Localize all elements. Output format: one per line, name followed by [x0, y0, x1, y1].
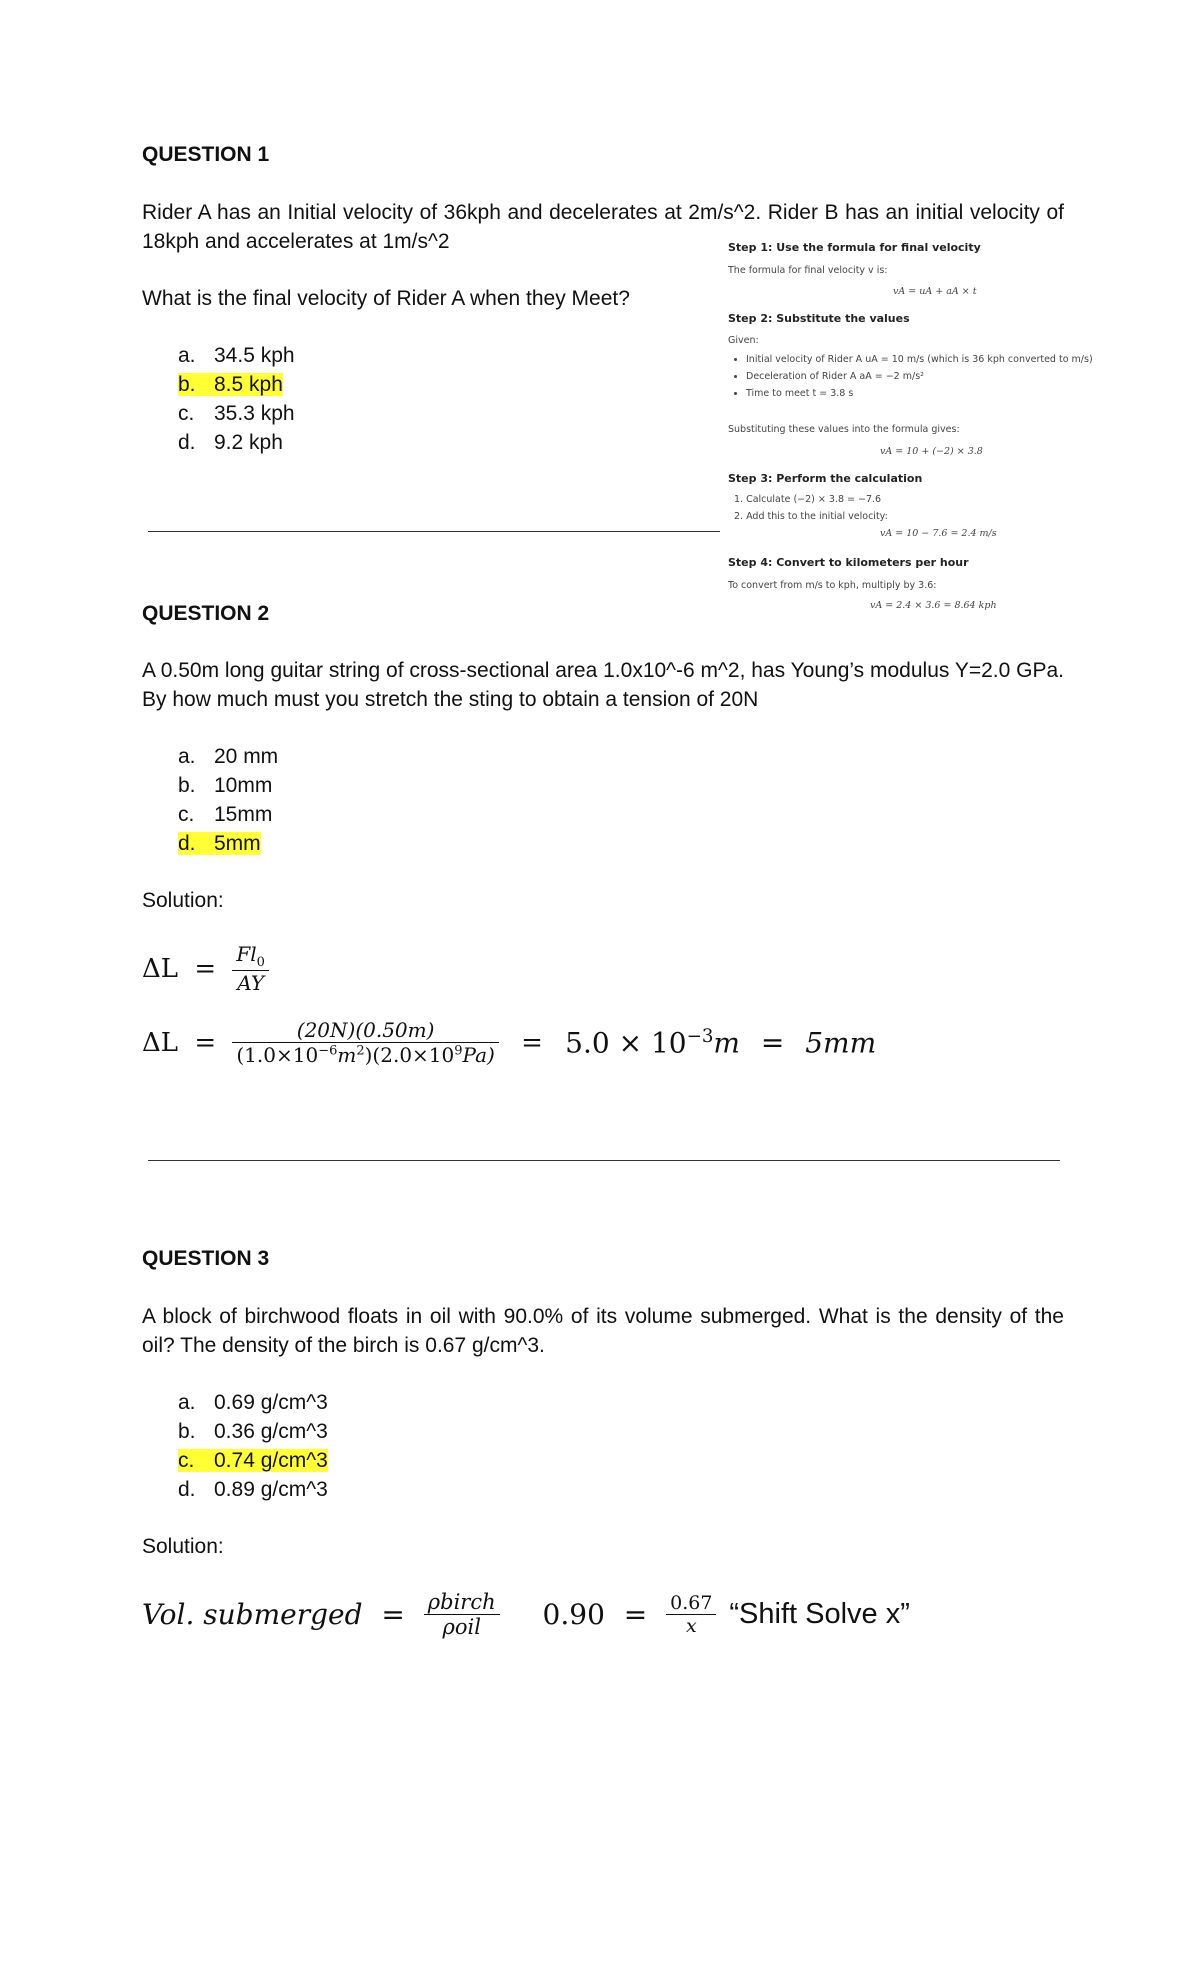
option-a: a. 0.69 g/cm^3 — [178, 1391, 328, 1414]
eq-fraction: $\frac{Fl_0}{AY}$ — [232, 942, 269, 995]
step2-equation: vA = 10 + (−2) × 3.8 — [880, 446, 983, 457]
shift-solve-note: “Shift Solve x” — [729, 1598, 910, 1630]
question-1-heading: QUESTION 1 — [142, 143, 270, 166]
divider-line — [148, 1160, 1060, 1161]
step2-title: Step 2: Substitute the values — [728, 312, 910, 325]
option-b: b. 10mm — [178, 774, 273, 797]
step3-equation: vA = 10 − 7.6 = 2.4 m/s — [880, 528, 997, 539]
question-2-options — [178, 742, 278, 858]
given-item: • Time to meet t = 3.8 s — [746, 388, 1096, 399]
calc-step-2: 2. Add this to the initial velocity: — [734, 511, 888, 522]
given-label: Given: — [728, 335, 759, 346]
given-list — [728, 354, 1096, 405]
eq-lhs: ΔL — [142, 953, 179, 984]
solution-image-panel — [728, 238, 1093, 618]
step4-equation: vA = 2.4 × 3.6 = 8.64 kph — [870, 600, 997, 611]
step4-title: Step 4: Convert to kilometers per hour — [728, 556, 969, 569]
step1-text: The formula for final velocity v is: — [728, 265, 888, 276]
given-item: • Initial velocity of Rider A uA = 10 m/s (which is 36 kph converted to m/s) — [746, 354, 1096, 365]
option-b-answer: b. 8.5 kph — [178, 373, 283, 396]
eq-fraction: $\frac{(20N)(0.50m)}{(1.0\times 10^{-6}m^2)(2.0\times 10^9Pa)}$ — [232, 1018, 498, 1067]
step4-text: To convert from m/s to kph, multiply by 3.6: — [728, 580, 937, 591]
equation-delta-l-substituted: ΔL = $\frac{(20N)(0.50m)}{(1.0\times 10^{-6}m^2)(2.0\times 10^9Pa)}$ = $5.0 \times 10^{-3}m = 5mm$ — [142, 1018, 877, 1067]
divider-line — [148, 531, 720, 532]
question-1-text: Rider A has an Initial velocity of 36kph and decelerates at 2m/s^2. Rider B has an initial velocity of 18kph and accelerates at 1m/s^2 — [142, 201, 1064, 253]
question-3-solution-label: Solution: — [142, 1535, 224, 1558]
question-3-options — [178, 1388, 328, 1504]
eq-value: 0.90 — [542, 1598, 605, 1631]
step3-title: Step 3: Perform the calculation — [728, 472, 923, 485]
option-c: c. 35.3 kph — [178, 402, 295, 425]
question-1-options — [178, 341, 295, 457]
eq-fraction: $\frac{\text{ρbirch}}{\text{ρoil}}$ — [424, 1590, 500, 1639]
eq-fraction: $\frac{0.67}{x}$ — [666, 1592, 716, 1637]
option-d: d. 0.89 g/cm^3 — [178, 1478, 328, 1501]
substituting-text: Substituting these values into the formula gives: — [728, 424, 960, 435]
question-1-prompt: What is the final velocity of Rider A when they Meet? — [142, 287, 630, 310]
equation-buoyancy: Vol. submerged = $\frac{\text{ρbirch}}{\text{ρoil}}$ 0.90 = $\frac{0.67}{x}$ “Shift Solve x” — [142, 1590, 910, 1639]
option-c-answer: c. 0.74 g/cm^3 — [178, 1449, 328, 1472]
calc-step-1: 1. Calculate (−2) × 3.8 = −7.6 — [734, 494, 882, 505]
given-item: • Deceleration of Rider A aA = −2 m/s² — [746, 371, 1096, 382]
option-b: b. 0.36 g/cm^3 — [178, 1420, 328, 1443]
option-a: a. 20 mm — [178, 745, 279, 768]
question-2-text: A 0.50m long guitar string of cross-sectional area 1.0x10^-6 m^2, has Young’s modulus Y=2.0 GPa. By how much must you stretch the sting to obtain a tension of 20N — [142, 659, 1064, 711]
equation-delta-l-formula: ΔL = $\frac{Fl_0}{AY}$ — [142, 942, 269, 995]
question-2-heading: QUESTION 2 — [142, 602, 270, 625]
step1-equation: vA = uA + aA × t — [893, 286, 977, 297]
option-c: c. 15mm — [178, 803, 273, 826]
option-a: a. 34.5 kph — [178, 344, 295, 367]
step1-title: Step 1: Use the formula for final velocity — [728, 241, 981, 254]
question-3-heading: QUESTION 3 — [142, 1247, 270, 1270]
eq-lhs: ΔL — [142, 1027, 179, 1058]
option-d: d. 9.2 kph — [178, 431, 283, 454]
eq-lhs: Vol. submerged — [142, 1598, 363, 1631]
question-3-text: A block of birchwood floats in oil with 90.0% of its volume submerged. What is the density of the oil? The density of the birch is 0.67 g/cm^3. — [142, 1305, 1064, 1357]
eq-result: $5.0 \times 10^{-3}m = 5mm$ — [565, 1025, 877, 1060]
question-2-solution-label: Solution: — [142, 889, 224, 912]
option-d-answer: d. 5mm — [178, 832, 261, 855]
